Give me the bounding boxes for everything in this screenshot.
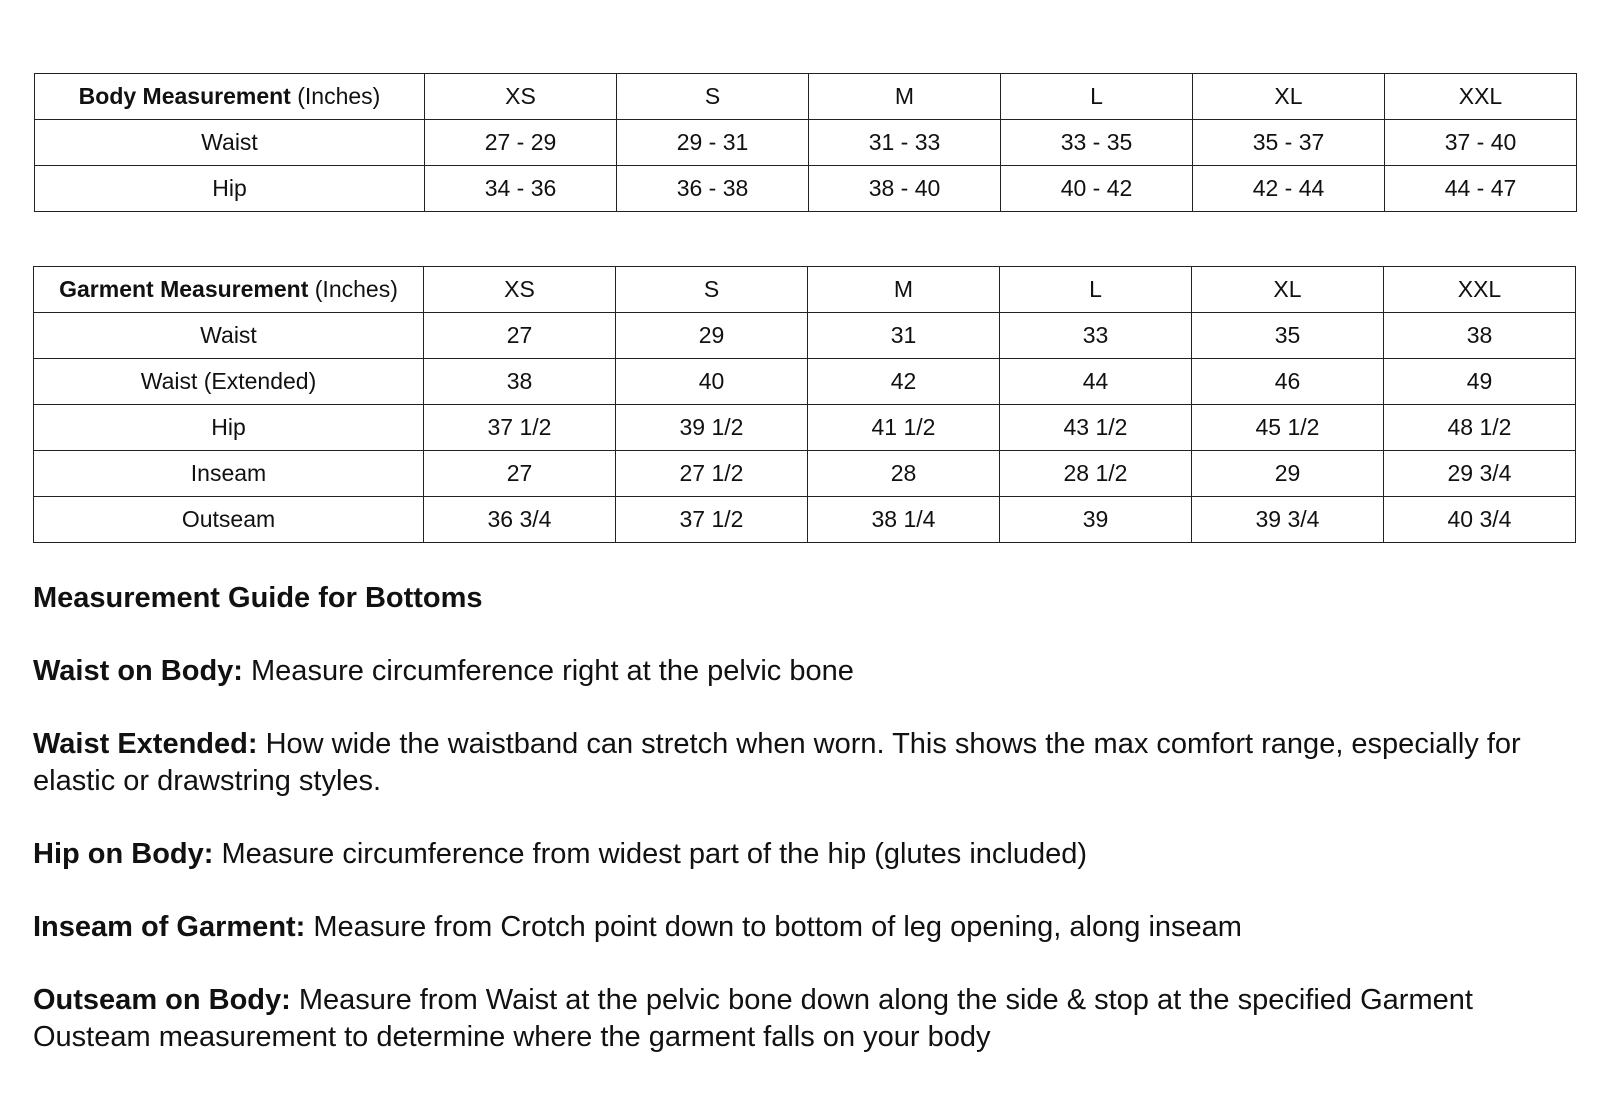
size-header: M bbox=[808, 267, 1000, 313]
table-cell: 45 1/2 bbox=[1192, 405, 1384, 451]
table-cell: 29 3/4 bbox=[1384, 451, 1576, 497]
guide-term: Waist Extended: bbox=[33, 728, 258, 760]
table-row bbox=[35, 120, 1577, 166]
size-header: L bbox=[1000, 267, 1192, 313]
size-header: M bbox=[809, 74, 1001, 120]
guide-item-waist-on-body bbox=[33, 653, 1573, 690]
table-cell: 29 bbox=[616, 313, 808, 359]
row-label: Inseam bbox=[34, 451, 424, 497]
table-cell: 37 1/2 bbox=[424, 405, 616, 451]
table-row bbox=[34, 497, 1576, 543]
table-row bbox=[34, 313, 1576, 359]
table-cell: 39 1/2 bbox=[616, 405, 808, 451]
table-cell: 29 - 31 bbox=[617, 120, 809, 166]
table-row bbox=[35, 166, 1577, 212]
row-label: Waist bbox=[35, 120, 425, 166]
table-cell: 29 bbox=[1192, 451, 1384, 497]
table-cell: 31 - 33 bbox=[809, 120, 1001, 166]
size-header: XXL bbox=[1384, 267, 1576, 313]
table-cell: 38 bbox=[424, 359, 616, 405]
table-cell: 39 bbox=[1000, 497, 1192, 543]
row-label: Hip bbox=[34, 405, 424, 451]
guide-item-waist-extended bbox=[33, 726, 1573, 800]
table-header-title: Garment Measurement bbox=[59, 276, 309, 302]
row-label: Waist (Extended) bbox=[34, 359, 424, 405]
size-header: XL bbox=[1193, 74, 1385, 120]
guide-text: Measure from Crotch point down to bottom of leg opening, along inseam bbox=[305, 911, 1242, 943]
table-cell: 35 bbox=[1192, 313, 1384, 359]
table-cell: 27 - 29 bbox=[425, 120, 617, 166]
table-cell: 38 1/4 bbox=[808, 497, 1000, 543]
table-cell: 48 1/2 bbox=[1384, 405, 1576, 451]
table-cell: 37 1/2 bbox=[616, 497, 808, 543]
row-label: Waist bbox=[34, 313, 424, 359]
table-cell: 44 bbox=[1000, 359, 1192, 405]
table-row bbox=[34, 405, 1576, 451]
size-header: L bbox=[1001, 74, 1193, 120]
table-cell: 44 - 47 bbox=[1385, 166, 1577, 212]
guide-text: Measure circumference right at the pelvic bone bbox=[242, 655, 854, 687]
table-cell: 49 bbox=[1384, 359, 1576, 405]
table-cell: 27 bbox=[424, 451, 616, 497]
table-cell: 36 - 38 bbox=[617, 166, 809, 212]
guide-text: Measure circumference from widest part of the hip (glutes included) bbox=[213, 838, 1088, 870]
table-cell: 35 - 37 bbox=[1193, 120, 1385, 166]
table-cell: 31 bbox=[808, 313, 1000, 359]
table-header-label bbox=[35, 74, 425, 120]
table-header-title: Body Measurement bbox=[78, 83, 291, 109]
guide-item-outseam bbox=[33, 982, 1573, 1056]
table-row bbox=[34, 451, 1576, 497]
size-header: XS bbox=[425, 74, 617, 120]
guide-term: Outseam on Body: bbox=[33, 984, 291, 1016]
table-cell: 33 bbox=[1000, 313, 1192, 359]
row-label: Outseam bbox=[34, 497, 424, 543]
guide-term: Inseam of Garment: bbox=[33, 911, 306, 943]
table-row bbox=[34, 359, 1576, 405]
table-cell: 36 3/4 bbox=[424, 497, 616, 543]
table-cell: 27 bbox=[424, 313, 616, 359]
guide-item-hip-on-body bbox=[33, 836, 1573, 873]
table-header-row bbox=[34, 267, 1576, 313]
table-cell: 27 1/2 bbox=[616, 451, 808, 497]
size-header: XXL bbox=[1385, 74, 1577, 120]
table-cell: 41 1/2 bbox=[808, 405, 1000, 451]
table-cell: 40 bbox=[616, 359, 808, 405]
table-cell: 39 3/4 bbox=[1192, 497, 1384, 543]
table-cell: 38 - 40 bbox=[809, 166, 1001, 212]
table-cell: 46 bbox=[1192, 359, 1384, 405]
guide-title: Measurement Guide for Bottoms bbox=[33, 582, 483, 614]
row-label: Hip bbox=[35, 166, 425, 212]
table-header-unit: (Inches) bbox=[308, 276, 398, 302]
table-cell: 38 bbox=[1384, 313, 1576, 359]
table-cell: 33 - 35 bbox=[1001, 120, 1193, 166]
table-header-unit: (Inches) bbox=[290, 83, 381, 109]
size-header: XS bbox=[424, 267, 616, 313]
size-header: XL bbox=[1192, 267, 1384, 313]
table-cell: 40 3/4 bbox=[1384, 497, 1576, 543]
guide-term: Hip on Body: bbox=[33, 838, 214, 870]
table-cell: 42 - 44 bbox=[1193, 166, 1385, 212]
table-cell: 28 bbox=[808, 451, 1000, 497]
table-cell: 40 - 42 bbox=[1001, 166, 1193, 212]
guide-term: Waist on Body: bbox=[33, 655, 243, 687]
table-cell: 42 bbox=[808, 359, 1000, 405]
table-cell: 43 1/2 bbox=[1000, 405, 1192, 451]
table-header-label bbox=[34, 267, 424, 313]
guide-text: Measure from Waist at the pelvic bone down along the side & stop at the specified Garment Ousteam measurement to determine where the garment falls on your body bbox=[33, 984, 1473, 1053]
size-header: S bbox=[617, 74, 809, 120]
table-cell: 28 1/2 bbox=[1000, 451, 1192, 497]
table-cell: 37 - 40 bbox=[1385, 120, 1577, 166]
garment-measurement-table bbox=[33, 266, 1576, 543]
guide-text: How wide the waistband can stretch when worn. This shows the max comfort range, especially for elastic or drawstring styles. bbox=[33, 728, 1521, 797]
measurement-guide bbox=[33, 580, 1573, 1092]
size-header: S bbox=[616, 267, 808, 313]
table-header-row bbox=[35, 74, 1577, 120]
guide-item-inseam bbox=[33, 909, 1573, 946]
body-measurement-table bbox=[34, 73, 1577, 212]
table-cell: 34 - 36 bbox=[425, 166, 617, 212]
